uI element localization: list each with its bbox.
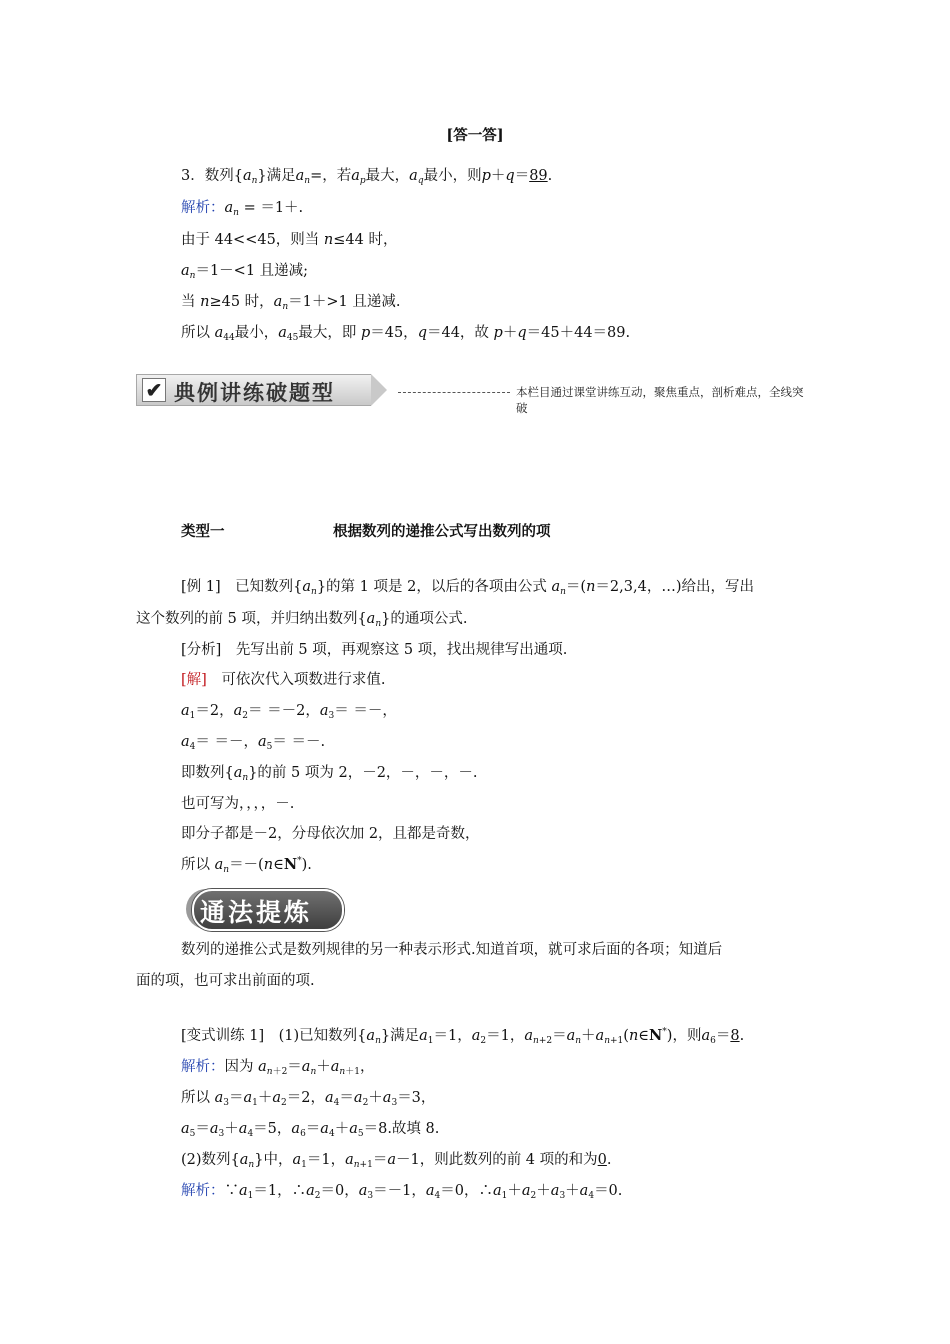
variant-1-question: [变式训练 1] (1)已知数列$\{a_n\}$满足$a_1=1$，$a_2=1$，$a_{n+2}=a_n+a_{n+1}(n\in N^*)$，则$a_6=8$. (181, 1027, 745, 1046)
q3-analysis-5: 所以 $a_{44}$最小，$a_{45}$最大，即 p＝45，q＝44，故 p＋q＝45＋44＝89. (181, 325, 631, 343)
section-title: [答一答] (446, 127, 504, 144)
type-label: 类型一 (181, 523, 225, 540)
banner-note: 本栏目通过课堂讲练互动，聚焦重点，剖析难点，全线突破 (516, 385, 804, 415)
solution-label: [解] (181, 672, 207, 688)
solution-intro: [解] 可依次代入项数进行求值. (181, 672, 386, 688)
solution-rewrite: 也可写为，，，，－. (181, 796, 295, 812)
solution-values-1: $a_1=2$，$a_2= =-2$，$a_3=$ ＝－， (181, 703, 397, 721)
answer-8: 8 (730, 1028, 740, 1044)
variant-1-analysis-1: 解析：因为 $a_{n+2}=a_n+a_{n+1}$， (181, 1059, 375, 1077)
q3-analysis-3: $a_n=1-<1$ 且递减; (181, 263, 309, 281)
method-text-1: 数列的递推公式是数列规律的另一种表示形式.知道首项，就可求后面的各项；知道后 (181, 942, 723, 958)
solution-rule: 即分子都是－2，分母依次加 2，且都是奇数， (181, 826, 480, 842)
check-icon: ✔ (142, 378, 166, 402)
q3-analysis-4: 当 n≥45 时，$a_n=1+>1$ 且递减. (181, 294, 401, 312)
banner-divider (398, 392, 510, 393)
banner-title: 典例讲练破题型 (174, 381, 335, 405)
variant-1-question-2: (2)数列$\{a_n\}$中，$a_1=1$，$a_{n+1}=a-1$，则此数列的前 4 项的和为0. (181, 1152, 612, 1170)
q3-analysis-2: 由于 44<<45，则当 n≤44 时， (181, 232, 398, 248)
example-1-line-2: 这个数列的前 5 项，并归纳出数列$\{a_n\}$的通项公式. (136, 611, 468, 629)
method-badge (186, 887, 346, 933)
question-3: 3．数列$\{a_n\}$满足$a_n=$，若$a_p$最大，$a_q$最小，则p＋q＝89. (181, 168, 553, 186)
method-text-2: 面的项，也可求出前面的项. (136, 973, 315, 989)
solution-sequence: 即数列$\{a_n\}$的前 5 项为 2，－2，－，－，－. (181, 765, 478, 783)
variant-1-analysis-4: 解析：$\because a_1=1$，$\therefore a_2=0$，$a_3=-1$，$a_4=0$，$\therefore a_1+a_2+a_3+a_4=0$. (181, 1183, 623, 1201)
solution-values-2: $a_4=$ ＝－，$a_5=$ ＝－. (181, 734, 326, 752)
answer-89: 89 (529, 168, 548, 184)
example-analysis: [分析] 先写出前 5 项，再观察这 5 项，找出规律写出通项. (181, 642, 568, 658)
type-title: 根据数列的递推公式写出数列的项 (333, 523, 551, 540)
variant-1-analysis-3: $a_5=a_3+a_4=5$，$a_6=a_4+a_5=8$.故填 8. (181, 1121, 440, 1139)
answer-0: 0 (597, 1152, 607, 1168)
method-badge-label: 通法提炼 (200, 898, 313, 927)
q3-analysis-1: 解析：$a_n = =1+$. (181, 200, 304, 218)
solution-conclusion: 所以 $a_n=-(n\in N^*)$. (181, 856, 312, 875)
section-banner (136, 370, 806, 415)
variant-1-analysis-2: 所以 $a_3=a_1+a_2=2$，$a_4=a_2+a_3=3$， (181, 1090, 436, 1108)
example-1-line-1: [例 1] 已知数列$\{a_n\}$的第 1 项是 2，以后的各项由公式 $a_n=(n=2,3,4$，…)给出，写出 (181, 579, 754, 597)
